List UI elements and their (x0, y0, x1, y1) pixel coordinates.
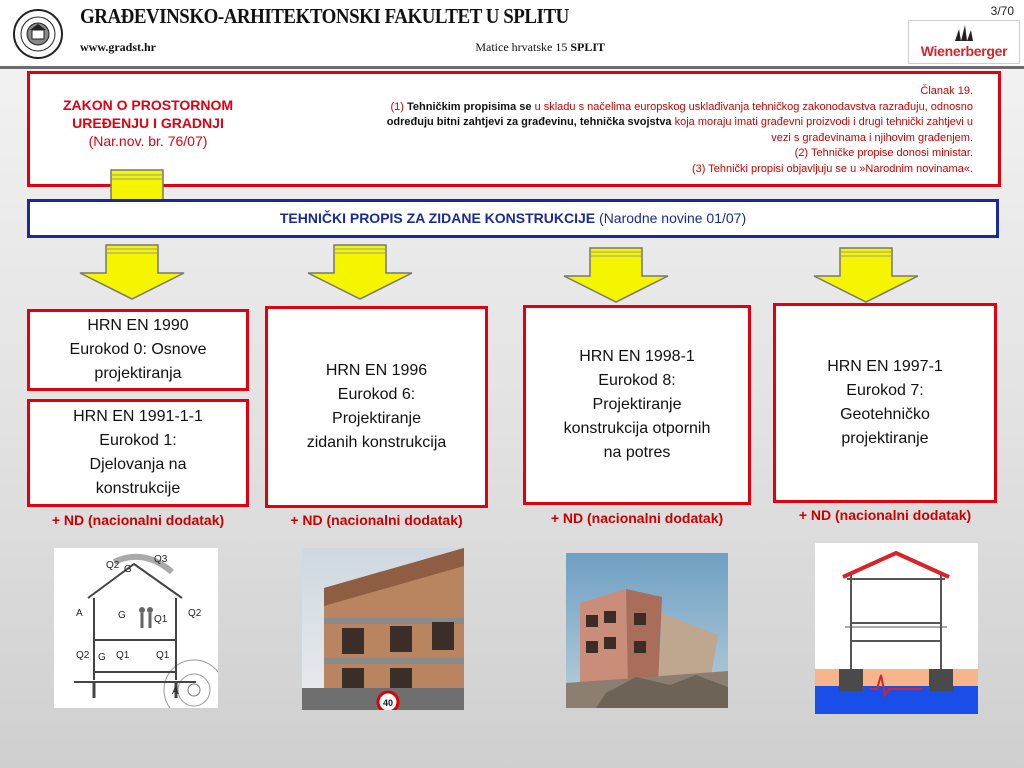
code-en1998-line3: Projektiranje (592, 396, 682, 413)
law-article-text (270, 84, 973, 177)
code-box-en1997 (773, 303, 997, 503)
diagram-label-q2-right: Q2 (188, 608, 202, 619)
code-en1997-line1: HRN EN 1997-1 (827, 358, 943, 375)
code-en1996-line2: Eurokod 6: (337, 386, 416, 403)
diagram-label-g-lower: G (98, 652, 106, 663)
nd-label-2: + ND (nacionalni dodatak) (290, 512, 463, 528)
down-arrow-icon (300, 243, 420, 303)
diagram-label-q1-upper: Q1 (154, 614, 168, 625)
law-title-line1: ZAKON O PROSTORNOM (62, 97, 234, 113)
code-en1991-line1: HRN EN 1991-1-1 (73, 408, 203, 425)
p1-number: (1) (390, 100, 404, 113)
sponsor-name: Wienerberger (920, 43, 1008, 59)
regulation-title (30, 210, 996, 226)
code-en1998-line4: konstrukcija otpornih (563, 420, 711, 437)
address-city: SPLIT (570, 40, 605, 54)
code-en1990-line1: HRN EN 1990 (87, 317, 189, 334)
masonry-building-photo (302, 548, 464, 710)
law-title-line2: UREĐENJU I GRADNJI (72, 115, 224, 131)
paragraph-3: (3) Tehnički propisi objavljuju se u »Narodnim novinama«. (691, 162, 973, 175)
code-box-en1990 (27, 309, 249, 391)
code-en1996-line1: HRN EN 1996 (325, 362, 428, 379)
actions-diagram (54, 548, 218, 708)
diagram-label-g: G (124, 564, 132, 575)
article-number: Članak 19. (920, 85, 973, 97)
address-street: Matice hrvatske 15 (475, 40, 568, 54)
sponsor-mark-icon (953, 25, 975, 41)
header-divider (0, 66, 1024, 69)
diagram-label-a-bottom: A (172, 686, 179, 697)
code-en1991-line3: Djelovanja na (89, 456, 187, 473)
diagram-label-q1-lower-right: Q1 (156, 650, 170, 661)
code-en1991-line4: konstrukcije (95, 480, 181, 497)
code-en1998-line5: na potres (603, 444, 671, 461)
diagram-label-a-left: A (76, 608, 83, 619)
down-arrow-icon (556, 246, 676, 306)
code-box-en1998 (523, 305, 751, 505)
nd-label-4: + ND (nacionalni dodatak) (798, 507, 972, 523)
down-arrow-icon (806, 246, 926, 306)
regulation-box (27, 199, 999, 238)
code-en1997-line4: projektiranje (841, 430, 929, 447)
institution-title: GRAĐEVINSKO-ARHITEKTONSKI FAKULTET U SPLITU (80, 4, 569, 28)
p1-bold1: Tehničkim propisima se (406, 100, 532, 113)
law-title (30, 96, 266, 150)
p1-text1: u skladu s načelima europskog usklađivanja tehničkog zakonodavstva razrađuju, odnosno (534, 100, 973, 113)
code-en1997-line2: Eurokod 7: (846, 382, 924, 399)
code-en1998-line1: HRN EN 1998-1 (579, 348, 695, 365)
code-en1997-line3: Geotehničko (840, 406, 930, 423)
code-box-en1996 (265, 306, 488, 508)
diagram-label-q2: Q2 (106, 560, 120, 571)
university-seal-icon (12, 8, 64, 60)
paragraph-1-line1 (270, 100, 973, 116)
code-en1996-line3: Projektiranje (332, 410, 421, 427)
code-en1991-line2: Eurokod 1: (99, 432, 177, 449)
foundation-diagram (815, 543, 978, 714)
regulation-reference: (Narodne novine 01/07) (599, 210, 747, 226)
page-number: 3/70 (990, 4, 1014, 18)
paragraph-1-line3: vezi s građevinama i njihovim građenjem. (771, 131, 973, 144)
nd-label-1: + ND (nacionalni dodatak) (51, 512, 225, 528)
code-en1998-line2: Eurokod 8: (598, 372, 676, 389)
earthquake-damage-photo (566, 553, 728, 708)
diagram-label-g-floor: G (118, 610, 126, 621)
code-en1990-line3: projektiranja (94, 365, 182, 382)
diagram-label-q3: Q3 (154, 554, 168, 565)
p1-bold2: određuju bitni zahtjevi za građevinu, tehnička svojstva (386, 116, 672, 128)
diagram-label-q2-left: Q2 (76, 650, 90, 661)
paragraph-1-line2 (270, 115, 973, 131)
institution-url[interactable]: www.gradst.hr (80, 40, 157, 54)
code-box-en1991 (27, 399, 249, 507)
down-arrow-icon (72, 243, 192, 303)
p1-text2: koja moraju imati građevni proizvodi i drugi tehnički zahtjevi u (674, 116, 973, 128)
law-reference: (Nar.nov. br. 76/07) (88, 133, 208, 149)
regulation-name: TEHNIČKI PROPIS ZA ZIDANE KONSTRUKCIJE (279, 210, 596, 226)
sponsor-logo (908, 20, 1020, 64)
code-en1996-line4: zidanih konstrukcija (306, 434, 447, 451)
institution-address (470, 40, 605, 55)
code-en1990-line2: Eurokod 0: Osnove (69, 341, 207, 358)
diagram-label-q1-lower-left: Q1 (116, 650, 130, 661)
nd-label-3: + ND (nacionalni dodatak) (550, 510, 724, 526)
speed-sign: 40 (382, 698, 394, 708)
paragraph-2: (2) Tehničke propise donosi ministar. (794, 147, 973, 159)
